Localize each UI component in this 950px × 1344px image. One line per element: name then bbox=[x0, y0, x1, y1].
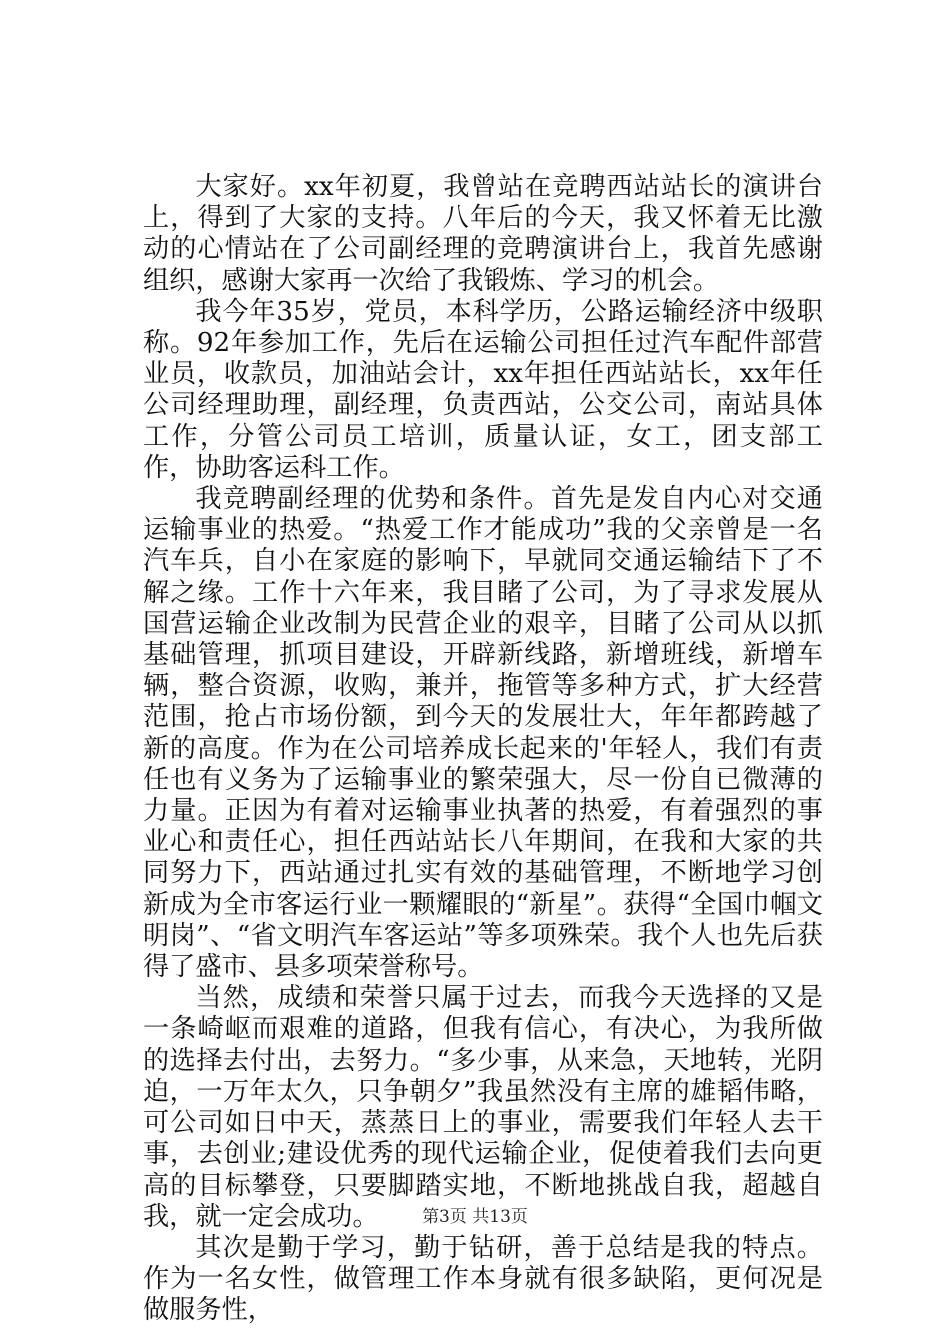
paragraph-2: 我今年35岁，党员，本科学历，公路运输经济中级职称。92年参加工作，先后在运输公司担任过汽车配件部营业员，收款员，加油站会计，xx年担任西站站长，xx年任公司经理助理，副经理，负责西站，公交公司，南站具体工作，分管公司员工培训，质量认证，女工，团支部工作，协助客运科工作。 bbox=[143, 296, 823, 483]
body-text bbox=[143, 172, 823, 1327]
page-footer: 第3页 共13页 bbox=[422, 1207, 528, 1227]
paragraph-4: 当然，成绩和荣誉只属于过去，而我今天选择的又是一条崎岖而艰难的道路，但我有信心，有决心，为我所做的选择去付出，去努力。“多少事，从来急，天地转，光阴迫，一万年太久，只争朝夕”我虽然没有主席的雄韬伟略，可公司如日中天，蒸蒸日上的事业，需要我们年轻人去干事，去创业;建设优秀的现代运输企业，促使着我们去向更高的目标攀登，只要脚踏实地，不断地挑战自我，超越自我，就一定会成功。 bbox=[143, 983, 823, 1232]
paragraph-3: 我竞聘副经理的优势和条件。首先是发自内心对交通运输事业的热爱。“热爱工作才能成功”我的父亲曾是一名汽车兵，自小在家庭的影响下，早就同交通运输结下了不解之缘。工作十六年来，我目睹了公司，为了寻求发展从国营运输企业改制为民营企业的艰辛，目睹了公司从以抓基础管理，抓项目建设，开辟新线路，新增班线，新增车辆，整合资源，收购，兼并，拖管等多种方式，扩大经营范围，抢占市场份额，到今天的发展壮大，年年都跨越了新的高度。作为在公司培养成长起来的'年轻人，我们有责任也有义务为了运输事业的繁荣强大，尽一份自已微薄的力量。正因为有着对运输事业执著的热爱，有着强烈的事业心和责任心，担任西站站长八年期间，在我和大家的共同努力下，西站通过扎实有效的基础管理，不断地学习创新成为全市客运行业一颗耀眼的“新星”。获得“全国巾帼文明岗”、“省文明汽车客运站”等多项殊荣。我个人也先后获得了盛市、县多项荣誉称号。 bbox=[143, 484, 823, 983]
paragraph-1: 大家好。xx年初夏，我曾站在竞聘西站站长的演讲台上，得到了大家的支持。八年后的今天，我又怀着无比激动的心情站在了公司副经理的竞聘演讲台上，我首先感谢组织，感谢大家再一次给了我锻炼、学习的机会。 bbox=[143, 172, 823, 296]
paragraph-5: 其次是勤于学习，勤于钻研，善于总结是我的特点。作为一名女性，做管理工作本身就有很多缺陷，更何况是做服务性， bbox=[143, 1232, 823, 1326]
